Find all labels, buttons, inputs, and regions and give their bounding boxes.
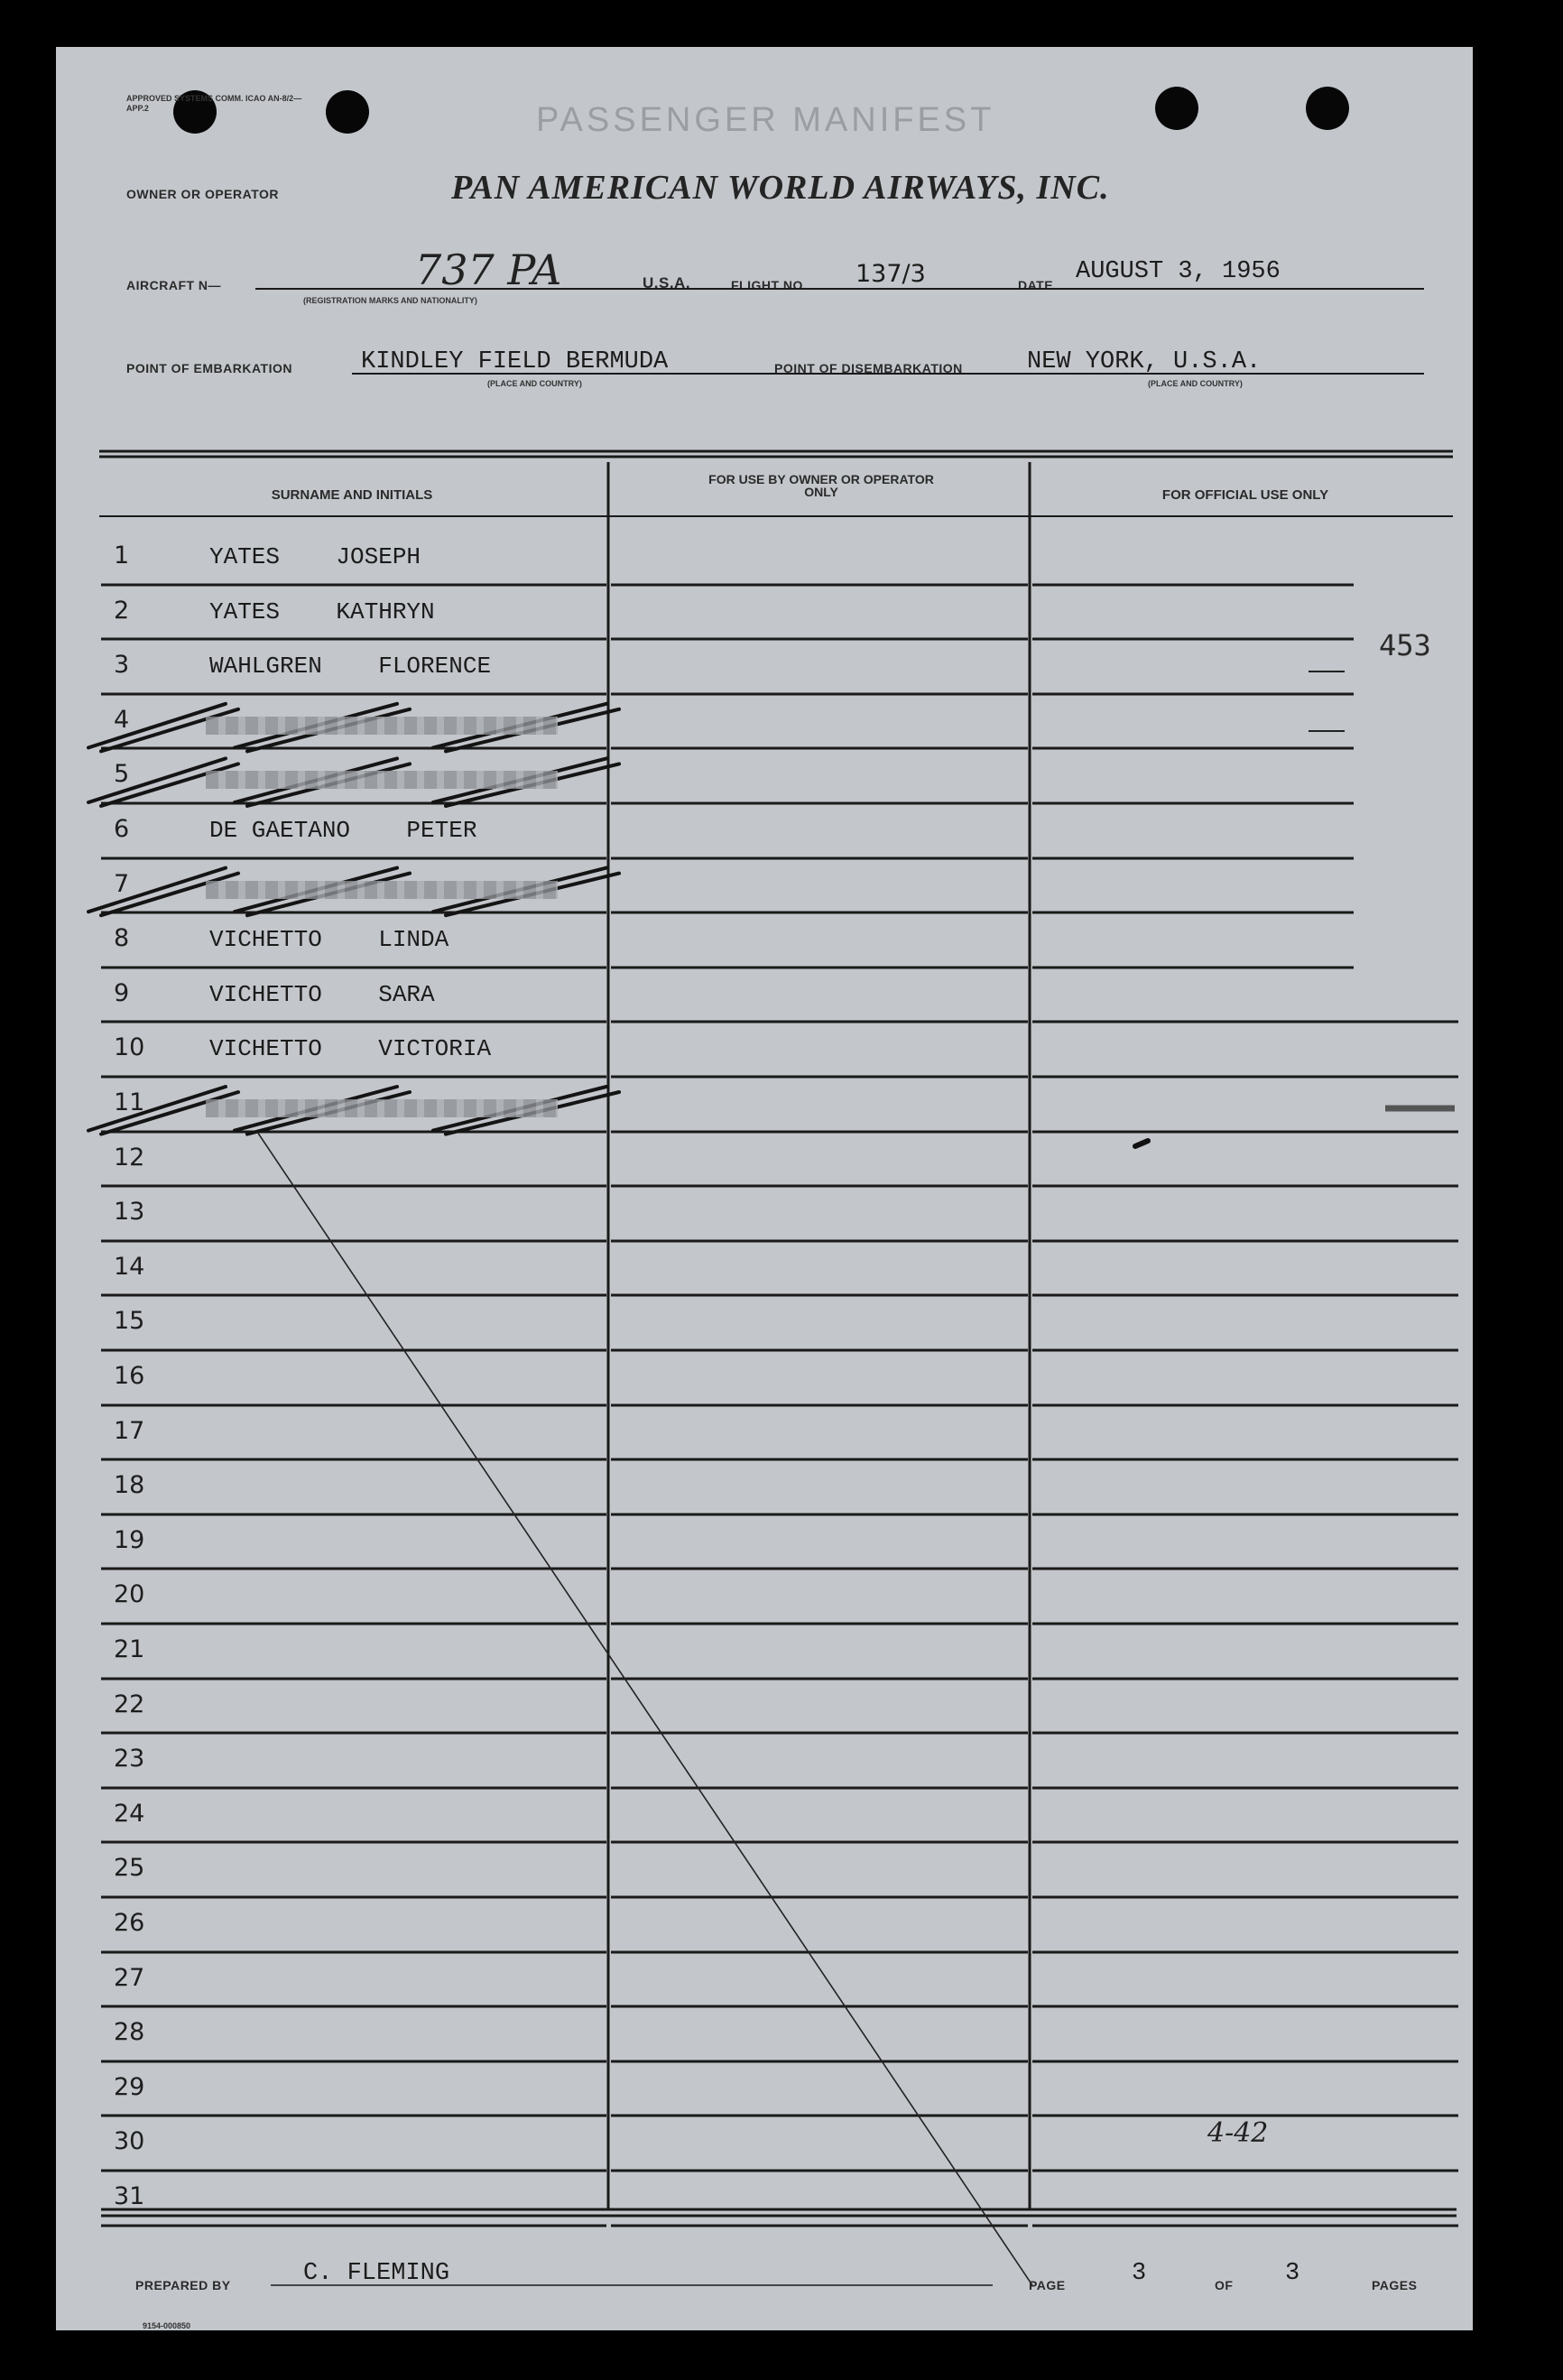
passenger-name: DE GAETANO PETER [209,817,477,844]
row-number: 3 [114,651,130,680]
row-number: 16 [114,1362,145,1390]
row-number: 11 [114,1088,145,1116]
aircraft-value: 737 PA [415,245,562,294]
embark-value: KINDLEY FIELD BERMUDA [361,348,669,375]
col-surname-heading: SURNAME AND INITIALS [271,487,433,503]
aircraft-suffix: U.S.A. [643,274,691,292]
date-value: AUGUST 3, 1956 [1076,258,1281,285]
row-number: 23 [114,1745,145,1773]
row-number: 2 [114,596,130,625]
embark-label: POINT OF EMBARKATION [126,361,292,375]
struck-entry-smudge [206,771,558,789]
row-number: 28 [114,2018,145,2047]
row-number: 7 [114,869,130,898]
disembark-label: POINT OF DISEMBARKATION [774,361,963,375]
of-value: 3 [1285,2260,1300,2287]
void-diagonal-line [257,1132,1032,2285]
passenger-name: VICHETTO LINDA [209,926,449,954]
disembark-value: NEW YORK, U.S.A. [1027,348,1262,375]
row-number: 12 [114,1143,145,1171]
row-number: 22 [114,1690,145,1718]
page-label: PAGE [1029,2278,1066,2292]
passenger-name: YATES KATHRYN [209,597,435,625]
disembark-caption: (PLACE AND COUNTRY) [1148,379,1243,388]
passenger-name: WAHLGREN FLORENCE [209,653,492,681]
row30-note: 4-42 [1207,2117,1269,2149]
struck-entry-smudge [206,1099,558,1117]
row-number: 15 [114,1307,145,1336]
row-number: 9 [114,978,130,1007]
embark-caption: (PLACE AND COUNTRY) [487,379,582,388]
row-number: 10 [114,1033,145,1062]
of-label: OF [1215,2278,1234,2292]
approval-text: APPROVED SYSTEMS COMM. ICAO AN-8/2—APP.2 [126,94,302,113]
row-number: 8 [114,924,130,953]
struck-entry-smudge [206,881,558,899]
owner-value: PAN AMERICAN WORLD AIRWAYS, INC. [451,169,1110,207]
passenger-name: VICHETTO VICTORIA [209,1035,492,1063]
aircraft-label: AIRCRAFT N— [126,278,222,292]
row-number: 17 [114,1416,145,1445]
pages-label: PAGES [1372,2278,1418,2292]
row-number: 30 [114,2127,145,2156]
page-value: 3 [1132,2260,1147,2287]
passenger-name: YATES JOSEPH [209,543,421,570]
row-number: 5 [114,760,130,789]
flight-label: FLIGHT NO. [731,278,808,292]
col-owner-use-heading: FOR USE BY OWNER OR OPERATOR ONLY [708,472,934,499]
col-official-use-heading: FOR OFFICIAL USE ONLY [1161,487,1329,503]
prepared-by-label: PREPARED BY [135,2278,231,2292]
row-number: 1 [114,542,130,570]
row-number: 19 [114,1525,145,1554]
row-number: 6 [114,815,130,843]
row-number: 24 [114,1799,145,1828]
row-number: 21 [114,1635,145,1663]
flight-value: 137/3 [855,260,926,288]
row-number: 26 [114,1909,145,1937]
row-number: 27 [114,1963,145,1992]
margin-number-annotation: 453 [1379,628,1431,662]
passenger-name: VICHETTO SARA [209,980,435,1008]
row-number: 29 [114,2072,145,2101]
prepared-by-value: C. FLEMING [303,2260,450,2287]
row-number: 18 [114,1471,145,1500]
form-title: PASSENGER MANIFEST [536,101,995,139]
form-number: 9154-000850 [143,2321,191,2330]
date-label: DATE [1018,278,1054,292]
row-number: 14 [114,1252,145,1281]
row-number: 25 [114,1854,145,1883]
row-number: 4 [114,705,130,734]
row-number: 13 [114,1198,145,1227]
row-number: 31 [114,2182,145,2210]
aircraft-caption: (REGISTRATION MARKS AND NATIONALITY) [303,296,477,305]
row-number: 20 [114,1580,145,1609]
struck-entry-smudge [206,717,558,735]
owner-label: OWNER OR OPERATOR [126,187,279,201]
